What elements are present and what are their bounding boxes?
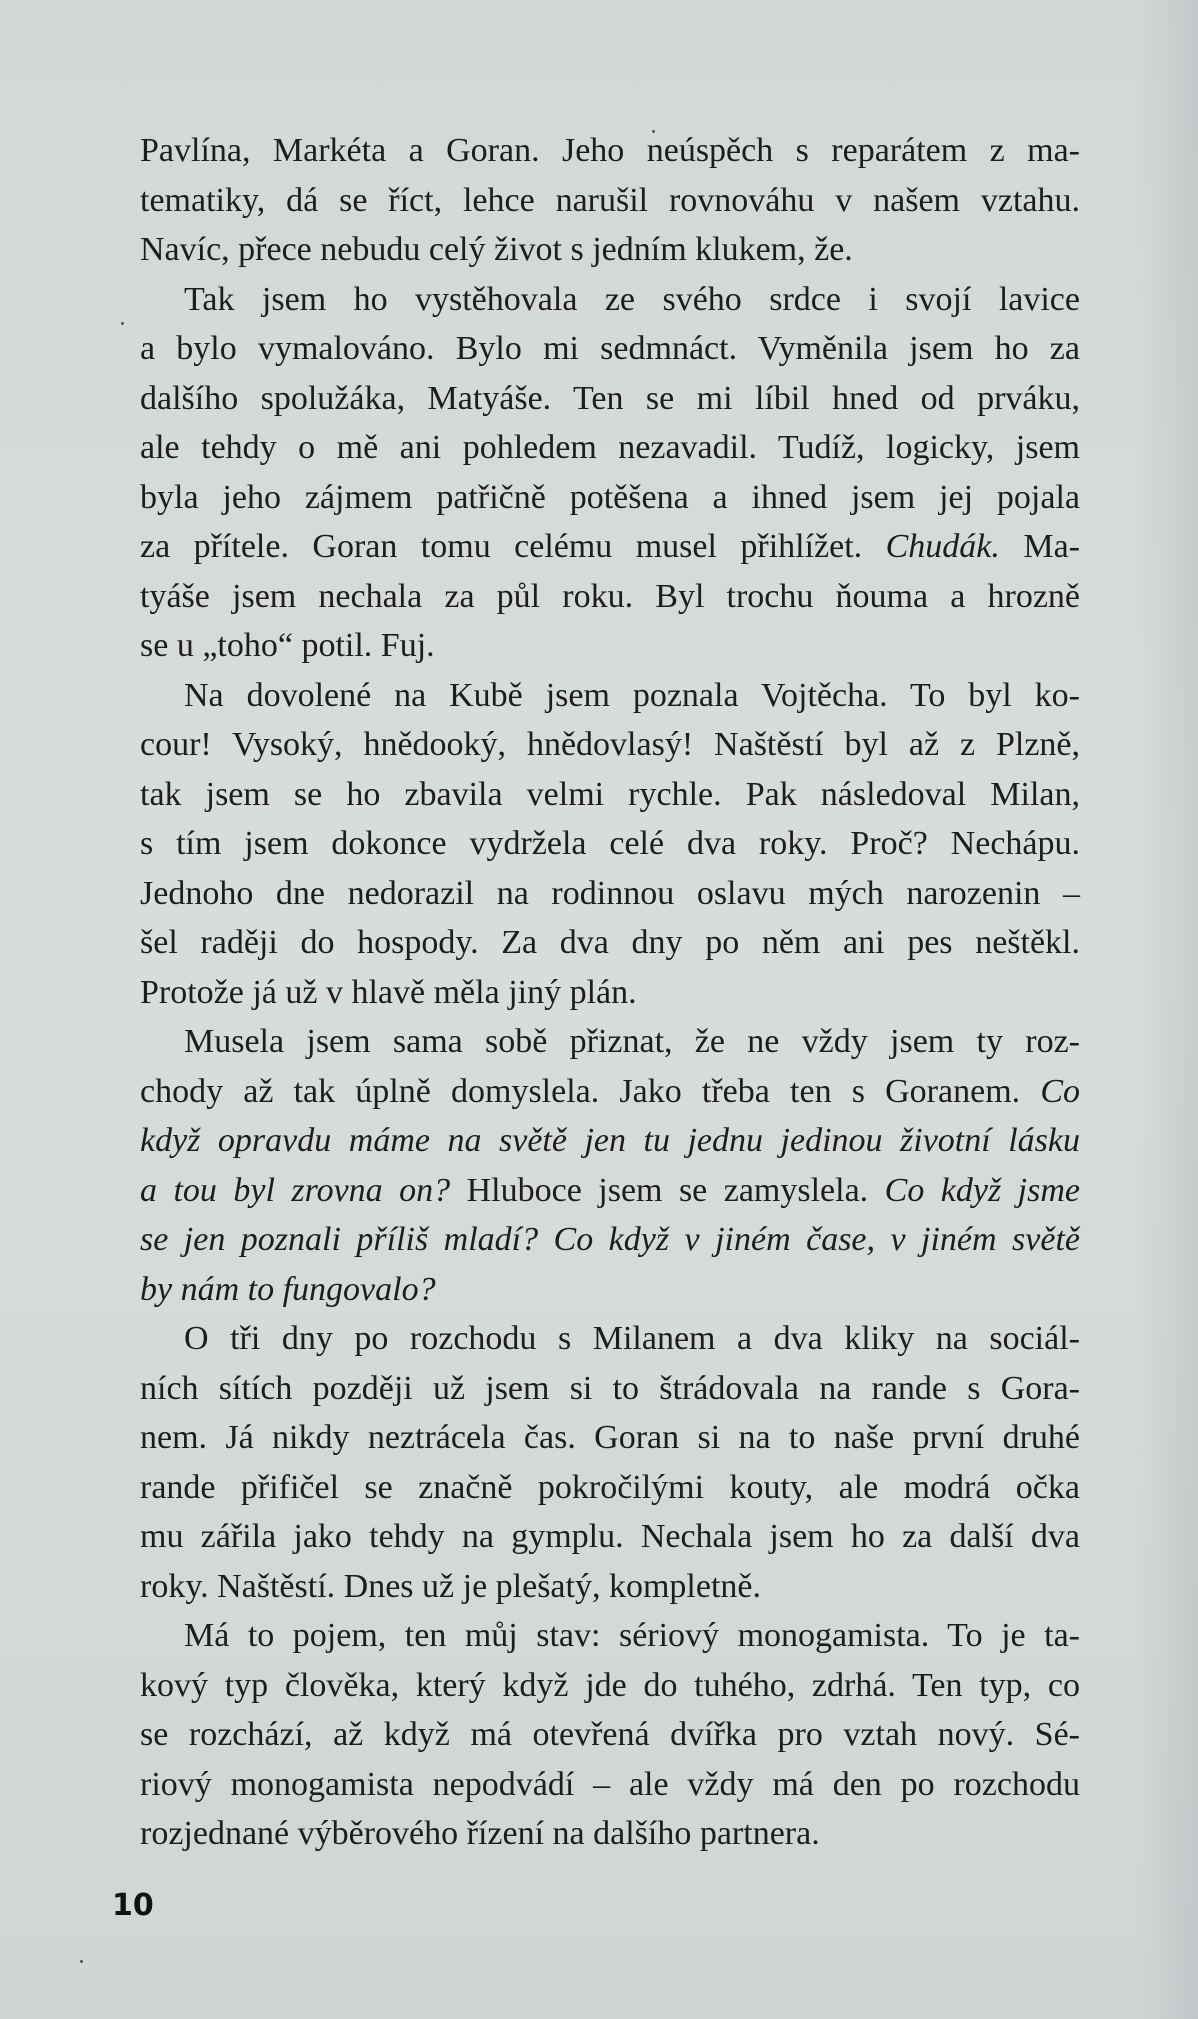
line-text: Jednoho dne nedorazil na rodinnou oslavu mých narozenin – bbox=[140, 874, 1080, 912]
page-shadow bbox=[1138, 0, 1198, 2019]
line-text: chody až tak úplně domyslela. Jako třeba ten s Goranem. bbox=[140, 1072, 1041, 1110]
line-text: rozjednané výběrového řízení na dalšího partnera. bbox=[140, 1815, 820, 1852]
text-line bbox=[140, 720, 1080, 770]
line-text: Ma- bbox=[999, 528, 1080, 565]
text-line bbox=[140, 1166, 1080, 1216]
text-line bbox=[140, 1710, 1080, 1760]
page-number: 10 bbox=[112, 1888, 154, 1923]
text-line bbox=[140, 621, 1080, 671]
line-text: Na dovolené na Kubě jsem poznala Vojtěcha. To byl ko- bbox=[184, 676, 1080, 714]
italic-text: a tou byl zrovna on? bbox=[140, 1171, 451, 1209]
line-text: roky. Naštěstí. Dnes už je plešatý, kompletně. bbox=[140, 1567, 761, 1605]
text-line bbox=[140, 1116, 1080, 1166]
text-line bbox=[140, 1364, 1080, 1414]
line-text: mu zářila jako tehdy na gymplu. Nechala jsem ho za další dva bbox=[140, 1518, 1080, 1555]
line-text: O tři dny po rozchodu s Milanem a dva kliky na sociál- bbox=[184, 1320, 1080, 1357]
italic-text: Co když jsme bbox=[884, 1171, 1081, 1209]
text-line bbox=[140, 1760, 1080, 1810]
line-text: a bylo vymalováno. Bylo mi sedmnáct. Vyměnila jsem ho za bbox=[140, 330, 1080, 367]
line-text: za přítele. Goran tomu celému musel přihlížet. bbox=[140, 528, 886, 565]
line-text: Navíc, přece nebudu celý život s jedním klukem, že. bbox=[140, 231, 853, 268]
text-line bbox=[140, 1562, 1080, 1612]
text-line bbox=[140, 374, 1080, 424]
text-line bbox=[140, 1809, 1080, 1859]
text-line bbox=[140, 918, 1080, 968]
line-text: cour! Vysoký, hnědooký, hnědovlasý! Naštěstí byl až z Plzně, bbox=[140, 726, 1080, 763]
line-text: dalšího spolužáka, Matyáše. Ten se mi líbil hned od prváku, bbox=[140, 379, 1080, 417]
line-text: Musela jsem sama sobě přiznat, že ne vždy jsem ty roz- bbox=[184, 1023, 1080, 1060]
text-line bbox=[140, 176, 1080, 226]
text-line bbox=[140, 1215, 1080, 1265]
italic-text: když opravdu máme na světě jen tu jednu jedinou životní lásku bbox=[140, 1122, 1080, 1159]
line-text: Tak jsem ho vystěhovala ze svého srdce i svojí lavice bbox=[184, 280, 1080, 318]
text-line bbox=[140, 819, 1080, 869]
text-line bbox=[140, 1265, 1080, 1315]
line-text: nem. Já nikdy neztrácela čas. Goran si na to naše první druhé bbox=[140, 1419, 1080, 1456]
italic-text: by nám to fungovalo? bbox=[140, 1270, 436, 1308]
line-text: tyáše jsem nechala za půl roku. Byl trochu ňouma a hrozně bbox=[140, 577, 1080, 615]
line-text: šel raději do hospody. Za dva dny po něm ani pes neštěkl. bbox=[140, 924, 1080, 961]
text-line bbox=[140, 225, 1080, 275]
line-text: byla jeho zájmem patřičně potěšena a ihned jsem jej pojala bbox=[140, 478, 1080, 516]
line-text: riový monogamista nepodvádí – ale vždy má den po rozchodu bbox=[140, 1765, 1080, 1803]
text-line bbox=[140, 423, 1080, 473]
line-text: Má to pojem, ten můj stav: sériový monogamista. To je ta- bbox=[184, 1617, 1080, 1654]
text-line bbox=[140, 1067, 1080, 1117]
text-line bbox=[140, 275, 1080, 325]
text-line bbox=[140, 324, 1080, 374]
text-line bbox=[140, 572, 1080, 622]
text-line bbox=[140, 1463, 1080, 1513]
line-text: rande přifičel se značně pokročilými kouty, ale modrá očka bbox=[140, 1468, 1080, 1506]
line-text: Hluboce jsem se zamyslela. bbox=[450, 1171, 885, 1209]
paper-speck bbox=[121, 322, 124, 325]
text-line bbox=[140, 473, 1080, 523]
text-line bbox=[140, 968, 1080, 1018]
line-text: kový typ člověka, který když jde do tuhého, zdrhá. Ten typ, co bbox=[140, 1666, 1080, 1704]
italic-text: Co bbox=[1040, 1072, 1080, 1110]
body-text bbox=[140, 126, 1080, 1859]
line-text: tematiky, dá se říct, lehce narušil rovnováhu v našem vztahu. bbox=[140, 181, 1080, 219]
text-line bbox=[140, 1512, 1080, 1562]
line-text: ale tehdy o mě ani pohledem nezavadil. Tudíž, logicky, jsem bbox=[140, 429, 1080, 466]
italic-text: se jen poznali příliš mladí? Co když v jiném čase, v jiném světě bbox=[140, 1221, 1080, 1258]
line-text: s tím jsem dokonce vydržela celé dva roky. Proč? Nechápu. bbox=[140, 825, 1080, 862]
text-line bbox=[140, 126, 1080, 176]
text-line bbox=[140, 1661, 1080, 1711]
line-text: se rozchází, až když má otevřená dvířka pro vztah nový. Sé- bbox=[140, 1716, 1080, 1753]
line-text: tak jsem se ho zbavila velmi rychle. Pak následoval Milan, bbox=[140, 775, 1080, 813]
italic-text: Chudák. bbox=[885, 528, 1000, 565]
paper-speck bbox=[80, 1960, 83, 1963]
text-line bbox=[140, 1314, 1080, 1364]
text-line bbox=[140, 1413, 1080, 1463]
text-line bbox=[140, 671, 1080, 721]
text-line bbox=[140, 1017, 1080, 1067]
line-text: Pavlína, Markéta a Goran. Jeho neúspěch s reparátem z ma- bbox=[140, 132, 1080, 169]
line-text: se u „toho“ potil. Fuj. bbox=[140, 627, 435, 664]
text-line bbox=[140, 522, 1080, 572]
text-line bbox=[140, 869, 1080, 919]
text-line bbox=[140, 770, 1080, 820]
line-text: Protože já už v hlavě měla jiný plán. bbox=[140, 973, 637, 1011]
line-text: ních sítích později už jsem si to štrádovala na rande s Gora- bbox=[140, 1369, 1080, 1407]
text-line bbox=[140, 1611, 1080, 1661]
